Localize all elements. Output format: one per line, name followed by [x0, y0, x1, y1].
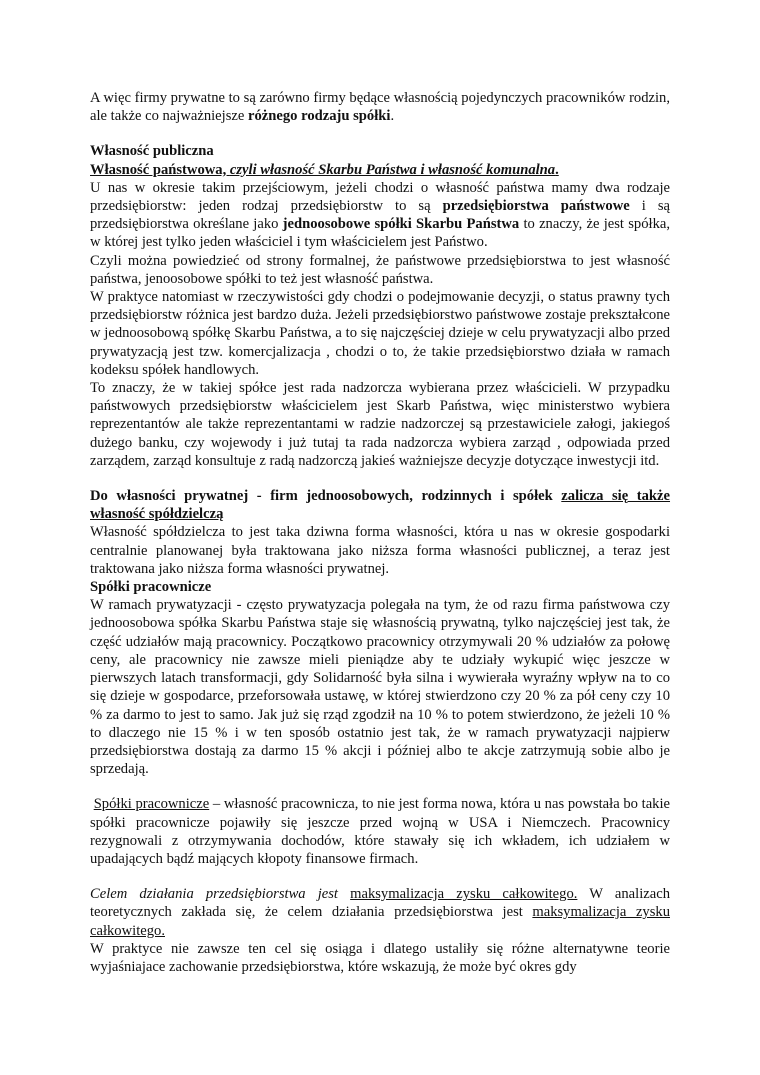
- paragraph-alternatywne-teorie: W praktyce nie zawsze ten cel się osiąga i dlatego ustaliły się różne alternatywne teorie wyjaśniajace zachowanie przedsiębiorstwa, które wskazują, że może być okres gdy: [90, 940, 670, 975]
- paragraph-spolki-pracownicze: Spółki pracownicze – własność pracownicza, to nie jest forma nowa, która u nas powstała bo takie spółki pracownicze pojawiły się jeszcze przed wojną w USA i Niemczech. Pracownicy rezygnowali z otrzymywania dochodów, które stawały się ich wkładem, ich udziałem w upadających bądź mających kłopoty finansowe firmach.: [90, 796, 671, 867]
- heading-wlasnosc-prywatna: Do własności prywatnej - firm jednoosobowych, rodzinnych i spółek zalicza się także własność spółdzielczą: [90, 488, 671, 523]
- document-page: [90, 89, 670, 976]
- paragraph-rada-nadzorcza: To znaczy, że w takiej spółce jest rada nadzorcza wybierana przez właścicieli. W przypadku państwowych przedsiębiorstw właścicielem jest Skarb Państwa, więc ministerstwo wybiera reprezentantów ale także reprezentantami w radzie nadzorczej są przestawiciele załogi, jakiegoś dużego banku, czy wojewody i już tutaj ta rada nadzorcza wybiera zarząd , odpowiada przed zarządem, zarząd konsultuje z radą nadzorczą jakieś ważniejsze decyzje dotyczące inwestycji itd.: [90, 380, 670, 469]
- bold-phrase: różnego rodzaju spółki: [248, 108, 391, 125]
- heading-spolki-pracownicze: Spółki pracownicze: [90, 579, 212, 596]
- paragraph-wlasnosc-spoldzielcza: Własność spółdzielcza to jest taka dziwna forma własności, która u nas w okresie gospodarki centralnie planowanej była traktowana jako niższa forma własności publicznej, a teraz jest traktowana jako niższa forma własności prywatnej.: [90, 524, 670, 577]
- heading-wlasnosc-publiczna: Własność publiczna: [90, 143, 214, 160]
- paragraph-rodzaje-przedsiebiorstw: U nas w okresie takim przejściowym, jeżeli chodzi o własność państwa mamy dwa rodzaje przedsiębiorstw: jeden rodzaj przedsiębiorstw to są przedsiębiorstwa państwowe i są przedsiębiorstwa określane jako jednoosobowe spółki Skarbu Państwa to znaczy, że jest spółka, w której jest tylko jeden właściciel i tym właścicielem jest Państwo.: [90, 179, 670, 251]
- subheading-wlasnosc-panstwowa: Własność państwowa, czyli własność Skarbu Państwa i własność komunalna.: [90, 161, 559, 178]
- paragraph-strona-formalna: Czyli można powiedzieć od strony formalnej, że państwowe przedsiębiorstwa to jest własność państwa, jenoosobowe spółki to też jest własność państwa.: [90, 252, 670, 287]
- paragraph-prywatyzacja: W ramach prywatyzacji - często prywatyzacja polegała na tym, że od razu firma państwowa czy jednoosobowa spółka Skarbu Państwa staje się własnością prywatną, tylko najczęściej jest tak, że część udziałów mają pracownicy. Początkowo pracownicy otrzymywali 20 % udziałów za połowę ceny, ale pracownicy nie zawsze mieli pieniądze aby te udziały wykupić więc jeszcze w pierwszych latach transformacji, gdy Solidarność była silna i wywierała wyraźny wpływ na to co się dzieje w gospodarce, przeforsowała ustawę, w której stwierdzono czy 20 % za pół ceny czy 10 % za darmo to jest to samo. Jak już się rząd zgodził na 10 % to potem stwierdzono, że jeżeli 10 % to dlaczego nie 15 % i w ten sposób ostatnio jest tak, że w ramach prywatyzacji najpierw przedsiębiorstwa dostają za darmo 15 % akcji i później albo te akcje zatrzymują sobie albo je sprzedają.: [90, 597, 670, 778]
- paragraph-cel-dzialania: Celem działania przedsiębiorstwa jest maksymalizacja zysku całkowitego. W analizach teoretycznych zakłada się, że celem działania przedsiębiorstwa jest maksymalizacja zysku całkowitego.: [90, 886, 670, 939]
- paragraph-w-praktyce: W praktyce natomiast w rzeczywistości gdy chodzi o podejmowanie decyzji, o status prawny tych przedsiębiorstw różnica jest bardzo duża. Jeżeli przedsiębiorstwo państwowe zostaje prekształcone w jednoosobową spółkę Skarbu Państwa, a to się najczęściej dzieje w celu prywatyzacji albo przed prywatyzacją jest tzw. komercjalizacja , chodzi o to, że takie przedsiębiorstwo działa w ramach kodeksu spółek handlowych.: [90, 289, 670, 378]
- paragraph-intro: A więc firmy prywatne to są zarówno firmy będące własnością pojedynczych pracowników rodzin, ale także co najważniejsze różnego rodzaju spółki.: [90, 90, 670, 125]
